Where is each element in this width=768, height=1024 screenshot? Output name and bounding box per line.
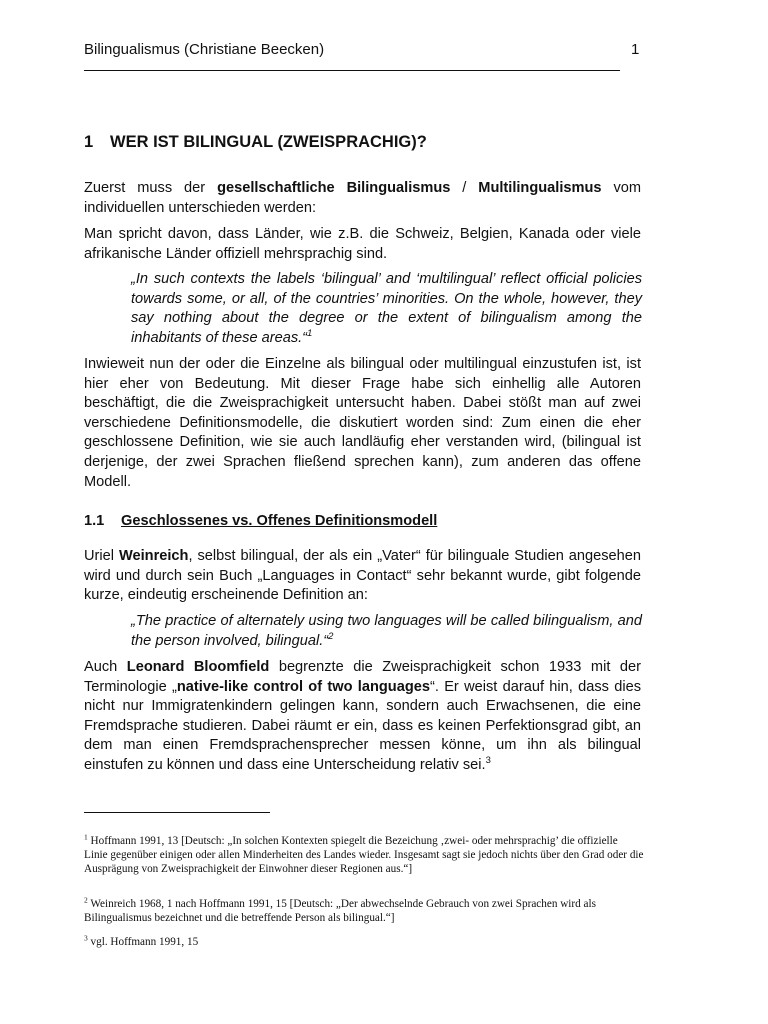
quote-text: „In such contexts the labels ‘bilingual’ and ‘multilingual’ reflect official policies towards some, or all, of the countries’ minorities. On the whole, however, they say nothing about the degree or the extent of bilingualism among the inhabitants of these areas.“ (131, 271, 642, 346)
section-title-text: WER IST BILINGUAL (ZWEISPRACHIG)? (110, 133, 427, 151)
text-run: / (450, 180, 479, 196)
block-quote-2 (131, 612, 642, 651)
bold-term: gesellschaftliche Bilingualismus (217, 180, 451, 196)
footnote-number: 1 (84, 832, 88, 842)
text-run: “. Er weist darauf hin, dass dies nicht nur Immigratenkindern gelingen kann, sondern auch Erwachsenen, die eine Fremdsprache studieren. Dabei räumt er ein, dass es keinen Perfektionsgrad gibt, an dem man einen Fremdsprachensprecher messen könne, um ihn als bilingual einstufen zu können und dass eine Unterscheidung relativ sei. (84, 678, 642, 773)
text-run: vom individuellen unterschieden werden: (84, 180, 642, 216)
text-run: Auch (84, 659, 127, 675)
running-header-title: Bilingualismus (Christiane Beecken) (84, 41, 325, 58)
footnote-number: 3 (84, 933, 88, 943)
text-run: begrenzte die Zweisprachigkeit schon 1933 mit der Terminologie „ (84, 659, 641, 695)
footnote-divider (84, 812, 270, 813)
footnote-text: vgl. Hoffmann 1991, 15 (90, 936, 199, 948)
subsection-heading (84, 513, 437, 529)
footnote-number: 2 (84, 895, 88, 905)
footnote-3 (84, 935, 644, 949)
bold-term: Multilingualismus (478, 180, 602, 196)
footnote-2 (84, 897, 644, 925)
footnote-text: Weinreich 1968, 1 nach Hoffmann 1991, 15 [Deutsch: „Der abwechselnde Gebrauch von zwei Sprachen wird als Bilingualismus bezeichnet und die betreffende Person als bilingual.“] (84, 898, 596, 925)
block-quote-1 (131, 270, 642, 348)
bold-name: Weinreich (118, 548, 189, 564)
text-run: , selbst bilingual, der als ein „Vater“ für bilinguale Studien angesehen wird und durch sein Buch „Languages in Contact“ sehr bekannt wurde, gibt folgende kurze, eindeutig erscheinende Definition an: (84, 548, 641, 604)
header-divider (84, 70, 620, 71)
footnote-ref: 1 (307, 327, 313, 339)
bold-name: Leonard Bloomfield (126, 659, 270, 675)
section-heading (84, 133, 427, 152)
bold-term: native-like control of two languages (176, 678, 430, 695)
paragraph-definitions: Inwieweit nun der oder die Einzelne als bilingual oder multilingual einzustufen ist, ist hier eher von Bedeutung. Mit dieser Frage habe sich einhellig alle Autoren beschäftigt, die die Zweisprachigkeit untersucht haben. Dabei stößt man auf zwei verschiedene Definitionsmodelle, die diskutiert worden sind: Zum einen die eher geschlossene Definition, wie sie auch landläufig eher verstanden wird, (bilingual ist derjenige, der zwei Sprachen fließend sprechen kann), zum anderen das offene Modell. (84, 356, 641, 490)
text-run: Uriel (84, 548, 119, 564)
footnote-text: Hoffmann 1991, 13 [Deutsch: „In solchen Kontexten spiegelt die Bezeichung ‚zwei- oder mehrsprachig’ die offizielle Linie gegenüber einigen oder allen Minderheiten des Landes wieder. Insgesamt sagt sie jedoch nichts über den Grad oder die Ausprägung von Zweisprachigkeit der Einwohner dieser Regionen aus.“] (84, 835, 644, 876)
footnote-1 (84, 834, 644, 877)
quote-text: „The practice of alternately using two languages will be called bilingualism, and the person involved, bilingual.“ (131, 613, 642, 649)
subsection-number: 1.1 (84, 513, 105, 529)
paragraph-intro (84, 179, 641, 218)
subsection-title-text: Geschlossenes vs. Offenes Definitionsmodell (121, 513, 438, 529)
paragraph-bloomfield (84, 658, 641, 776)
page-number: 1 (631, 41, 640, 58)
footnote-ref: 3 (485, 755, 491, 767)
footnote-ref: 2 (328, 630, 334, 642)
paragraph-countries: Man spricht davon, dass Länder, wie z.B. die Schweiz, Belgien, Kanada oder viele afrikanische Länder offiziell mehrsprachig sind. (84, 226, 641, 262)
text-run: Zuerst muss der (84, 180, 218, 196)
paragraph-weinreich (84, 547, 641, 606)
section-number: 1 (84, 133, 94, 151)
